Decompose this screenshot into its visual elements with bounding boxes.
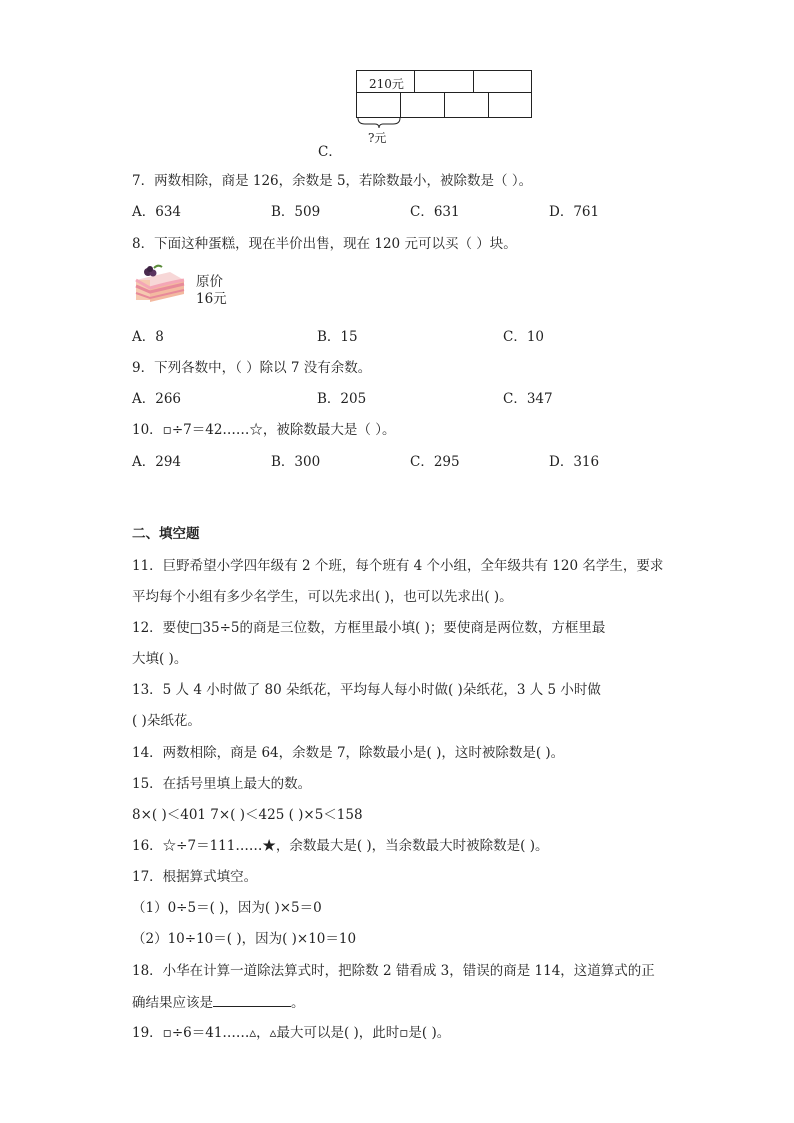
question-18-line1: 18．小华在计算一道除法算式时，把除数 2 错看成 3，错误的商是 114，这道算式的正 xyxy=(132,963,655,979)
q7-option-c[interactable]: C．631 xyxy=(410,204,460,220)
q7-option-a[interactable]: A．634 xyxy=(132,204,182,220)
q9-option-c[interactable]: C．347 xyxy=(503,391,553,407)
question-17-sub1: （1）0÷5＝( )，因为( )×5＝0 xyxy=(132,900,322,916)
q7-option-b[interactable]: B．509 xyxy=(271,204,321,220)
q10-option-b[interactable]: B．300 xyxy=(271,454,321,470)
q10-option-d[interactable]: D．316 xyxy=(549,454,600,470)
q7-option-d[interactable]: D．761 xyxy=(549,204,600,220)
question-7-text: 7．两数相除，商是 126，余数是 5，若除数最小，被除数是（ ）。 xyxy=(132,173,533,189)
diagram-cell xyxy=(488,92,532,118)
question-17-text: 17．根据算式填空。 xyxy=(132,869,258,885)
question-17-sub2: （2）10÷10＝( )，因为( )×10＝10 xyxy=(132,931,357,947)
answer-blank[interactable] xyxy=(213,992,291,1007)
question-19-text: 19．▫÷6＝41……▵，▵最大可以是( )，此时▫是( )。 xyxy=(132,1025,451,1041)
question-11-line2: 平均每个小组有多少名学生，可以先求出( )，也可以先求出( )。 xyxy=(132,589,513,605)
question-15-items: 8×( )＜401 7×( )＜425 ( )×5＜158 xyxy=(132,807,363,823)
diagram-total-label: 210元 xyxy=(369,77,404,91)
question-12-line1: 12．要使□35÷5的商是三位数，方框里最小填( )；要使商是两位数，方框里最 xyxy=(132,620,606,636)
cake-price-label: 原价 xyxy=(196,274,223,290)
q18-prefix: 确结果应该是 xyxy=(132,995,213,1011)
cake-icon xyxy=(134,262,186,304)
q8-option-b[interactable]: B．15 xyxy=(317,329,358,345)
question-13-line1: 13．5 人 4 小时做了 80 朵纸花，平均每人每小时做( )朵纸花，3 人 5 小时做 xyxy=(132,682,601,698)
question-12-line2: 大填( )。 xyxy=(132,651,188,667)
question-16-text: 16．☆÷7＝111……★，余数最大是( )，当余数最大时被除数是( )。 xyxy=(132,838,549,854)
question-15-text: 15．在括号里填上最大的数。 xyxy=(132,776,312,792)
cake-price-value: 16元 xyxy=(196,291,227,307)
q10-option-a[interactable]: A．294 xyxy=(132,454,182,470)
brace-icon xyxy=(357,118,401,128)
question-8-text: 8．下面这种蛋糕，现在半价出售，现在 120 元可以买（ ）块。 xyxy=(132,236,517,252)
question-13-line2: ( )朵纸花。 xyxy=(132,713,201,729)
diagram-cell xyxy=(356,92,401,118)
question-9-text: 9．下列各数中，（ ）除以 7 没有余数。 xyxy=(132,360,372,376)
q9-option-a[interactable]: A．266 xyxy=(132,391,182,407)
diagram-unknown-label: ?元 xyxy=(368,131,387,145)
question-11-line1: 11．巨野希望小学四年级有 2 个班，每个班有 4 个小组，全年级共有 120 名学生，要求 xyxy=(132,558,664,574)
option-c-letter: C． xyxy=(318,144,342,160)
q8-option-a[interactable]: A．8 xyxy=(132,329,164,345)
q18-suffix: 。 xyxy=(291,995,305,1011)
diagram-cell xyxy=(444,92,489,118)
q10-option-c[interactable]: C．295 xyxy=(410,454,460,470)
diagram-total-box xyxy=(356,70,415,93)
bar-diagram xyxy=(356,70,532,118)
diagram-cell xyxy=(400,92,445,118)
question-10-text: 10．▫÷7＝42……☆，被除数最大是（ ）。 xyxy=(132,422,396,438)
section-heading: 二、填空题 xyxy=(132,526,200,542)
question-18-line2 xyxy=(132,992,305,1013)
question-14-text: 14．两数相除，商是 64，余数是 7，除数最小是( )，这时被除数是( )。 xyxy=(132,745,565,761)
diagram-cell xyxy=(473,70,532,93)
q8-option-c[interactable]: C．10 xyxy=(503,329,545,345)
q9-option-b[interactable]: B．205 xyxy=(317,391,367,407)
diagram-cell xyxy=(414,70,474,93)
